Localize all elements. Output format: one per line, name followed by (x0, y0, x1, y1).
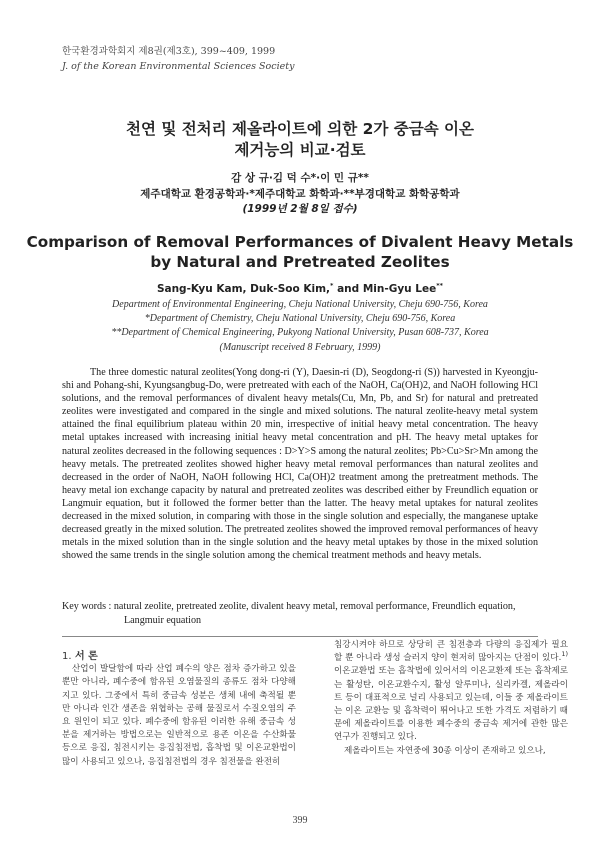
affiliation-line3: **Department of Chemical Engineering, Pukyong National University, Pusan 608-737, Korea (111, 327, 489, 339)
body-text: 이온교환법 또는 흡착법에 있어서의 이온교환제 또는 흡착제로는 활성탄, 이온교환수지, 활성 알루미나, 실리카겔, 제올라이트 등이 대표적으로 널리 사용되고 있는데, 이들 중 제올라이트는 이온 교환능 및 흡착력이 뛰어나고 또한 가격도 저렴하기 때문에 제올라이트를 이용한 폐수중의 중금속 제거에 관한 많은 연구가 진행되고 있다. (334, 666, 568, 743)
english-affiliations (0, 298, 600, 355)
body-column-left (62, 650, 296, 769)
section-heading (62, 650, 296, 663)
english-authors (0, 283, 600, 295)
korean-title (0, 119, 600, 161)
manuscript-received: (Manuscript received 8 February, 1999) (219, 341, 381, 353)
english-title (0, 232, 600, 272)
english-author-name1: Sang-Kyu Kam, Duk-Soo Kim, (156, 283, 331, 295)
page-number: 399 (292, 815, 308, 826)
korean-title-line2: 제거능의 비교·검토 (234, 141, 366, 159)
journal-citation-ko: 한국환경과학회지 제8권(제3호), 399~409, 1999 (62, 46, 276, 57)
section-title: 서 론 (71, 651, 98, 662)
affiliation-line1: Department of Environmental Engineering, Cheju National University, Cheju 690-756, Korea (112, 299, 488, 310)
author-mark2: ** (436, 281, 444, 290)
body-column-right (334, 639, 568, 758)
english-title-line1: Comparison of Removal Performances of Divalent Heavy Metals (26, 233, 574, 251)
author-mark1: * (330, 281, 334, 290)
keywords: Key words : natural zeolite, pretreated zeolite, divalent heavy metal, removal performance, Freundlich equation, Langmuir equation (62, 601, 516, 626)
body-text: 침강시켜야 하므로 상당히 큰 침전층과 다량의 응집제가 필요할 뿐 아니라 생성 슬러지 양이 현저히 많아지는 단점이 있다. (334, 640, 568, 664)
korean-title-line1: 천연 및 전처리 제올라이트에 의한 2가 중금속 이온 (125, 120, 475, 138)
english-author-name2: and Min-Gyu Lee (333, 283, 437, 295)
section-divider (62, 636, 538, 637)
section-number: 1. (62, 651, 72, 662)
korean-affiliations: 제주대학교 환경공학과·*제주대학교 화학과·**부경대학교 화학공학과 (140, 187, 460, 200)
journal-citation-en: J. of the Korean Environmental Sciences Society (62, 61, 295, 72)
reference-mark: 1) (561, 650, 568, 659)
abstract: The three domestic natural zeolites(Yong dong-ri (Y), Daesin-ri (D), Seogdong-ri (S)) harvested in Kyeongju-shi and Pohang-shi, Kyungsangbug-Do, were pretreated with each of the NaOH, Ca(OH)2, and NaOH following HCl solutions, and the removal performances of divalent heavy metals(Cu, Mn, Pb, and Sr) for natural and pretreated zeolites were investigated and compared in the single and mixed solutions. The natural zeolite-heavy metal system attained the final equilibrium plateau within 20 min, irrespective of initial heavy metal concentration. The heavy metal uptakes increased with increasing initial heavy metal concentration and pH. The heavy metal uptakes for natural zeolites decreased in the following sequences : D>Y>S among the natural zeolites; Pb>Cu>Sr>Mn among the heavy metals. The pretreated zeolites showed higher heavy metal removal performances than natural zeolites and decreased in the order of NaOH, NaOH following HCl, Ca(OH)2 treatment among the pretreatment methods. The heavy metal ion exchange capacity by natural and pretreated zeolites was described either by Freundlich equation or Langmuir equation, but it followed the former better than the latter. The heavy metal uptakes for natural zeolites decreased in the mixed solution, in comparing with those in the single solution and especially, the manganese uptake decreased greatly in the mixed solution. The pretreated zeolites showed the improved removal performances of heavy metals in the mixed solution than in the single solution and the heavy metal uptakes by those in the mixed solution showed the same trends in the single solution among the chemical treatment methods and heavy metals. (62, 367, 538, 562)
body-paragraph: 산업이 발달함에 따라 산업 폐수의 양은 점차 증가하고 있을 뿐만 아니라, 폐수중에 함유된 오염물질의 종류도 점차 다양해지고 있다. 그중에서 특히 중금속 성분은 생체 내에 축적될 뿐만 아니라 인간 생존을 위협하는 공해 물질로서 수질오염의 주요 원인이 되고 있다. 폐수중에 함유된 이러한 유해 중금속 성분을 제거하는 방법으로는 일반적으로 용존 이온을 수산화물 등으로 응집, 침전시키는 응집침전법, 흡착법 및 이온교환법이 많이 사용되고 있으나, 응집침전법의 경우 침전물을 완전히 (62, 664, 296, 767)
korean-authors-block (0, 171, 600, 218)
body-paragraph: 제올라이트는 자연중에 30종 이상이 존재하고 있으나, (344, 745, 546, 756)
journal-header (62, 44, 294, 74)
english-title-line2: by Natural and Pretreated Zeolites (150, 253, 450, 271)
korean-author-names: 감 상 규·김 덕 수*·이 민 규** (231, 172, 369, 184)
affiliation-line2: *Department of Chemistry, Cheju National University, Cheju 690-756, Korea (144, 313, 456, 325)
body-paragraph-continued (334, 639, 568, 745)
korean-received-date: (1999년 2월 8일 접수) (242, 203, 358, 215)
